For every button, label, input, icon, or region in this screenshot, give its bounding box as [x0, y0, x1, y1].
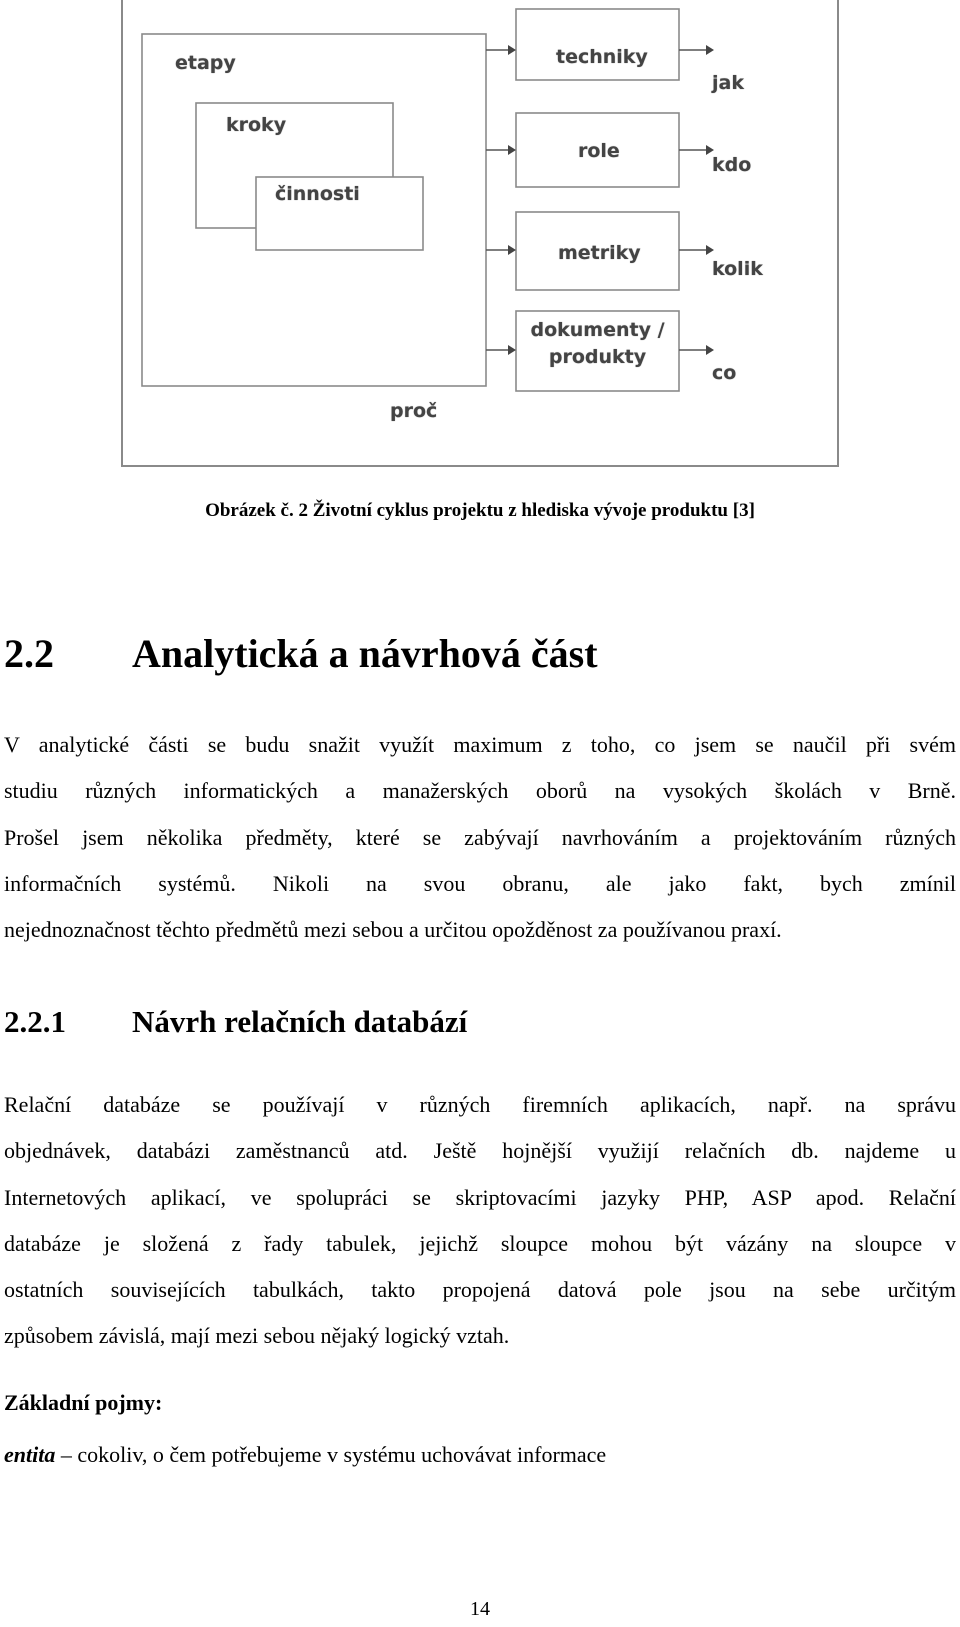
- label-cinnosti: činnosti: [275, 183, 360, 205]
- label-dokumenty: dokumenty /: [530, 319, 665, 341]
- entity-term: entita: [4, 1442, 56, 1467]
- section-title: Analytická a návrhová část: [132, 631, 598, 676]
- label-produkty: produkty: [548, 346, 647, 368]
- subsection-paragraph: [4, 1082, 956, 1360]
- label-jak: jak: [712, 72, 744, 94]
- label-proc: proč: [390, 400, 438, 422]
- paragraph-line: objednávek, databázi zaměstnanců atd. Ještě hojnější využijí relačních db. najdeme u: [4, 1138, 956, 1164]
- label-co: co: [712, 362, 737, 384]
- basic-terms-heading: Základní pojmy:: [4, 1390, 163, 1415]
- paragraph-line: informačních systémů. Nikoli na svou obranu, ale jako fakt, bych zmínil: [4, 870, 956, 896]
- entity-definition-text: – cokoliv, o čem potřebujeme v systému uchovávat informace: [55, 1442, 607, 1467]
- subsection-number: 2.2.1: [4, 1004, 66, 1039]
- paragraph-line: studiu různých informatických a manažerských oborů na vysokých školách v Brně.: [4, 778, 956, 804]
- label-role: role: [578, 140, 620, 162]
- paragraph-line: nejednoznačnost těchto předmětů mezi sebou a určitou opožděnost za používanou praxí.: [4, 917, 782, 943]
- paragraph-line: databáze je složená z řady tabulek, jejichž sloupce mohou být vázány na sloupce v: [4, 1230, 956, 1256]
- lifecycle-diagram: [0, 0, 960, 480]
- label-metriky: metriky: [558, 242, 641, 264]
- label-kroky: kroky: [226, 114, 287, 136]
- paragraph-line: Prošel jsem několika předměty, které se zabývají navrhováním a projektováním různých: [4, 824, 956, 850]
- paragraph-line: V analytické části se budu snažit využít maximum z toho, co jsem se naučil při svém: [4, 732, 956, 757]
- label-kolik: kolik: [712, 258, 763, 280]
- paragraph-line: Relační databáze se používají v různých firemních aplikacích, např. na správu: [4, 1092, 956, 1117]
- section-paragraph: [4, 722, 956, 953]
- label-techniky: techniky: [556, 46, 648, 68]
- subsection-heading: [4, 1004, 467, 1040]
- section-number: 2.2: [4, 631, 54, 676]
- figure-caption: Obrázek č. 2 Životní cyklus projektu z hlediska vývoje produktu [3]: [205, 500, 755, 521]
- entity-definition: [4, 1442, 606, 1468]
- page-number: 14: [470, 1598, 490, 1620]
- paragraph-line: ostatních souvisejících tabulkách, takto propojená datová pole jsou na sebe určitým: [4, 1277, 956, 1303]
- paragraph-line: způsobem závislá, mají mezi sebou nějaký logický vztah.: [4, 1323, 510, 1349]
- label-etapy: etapy: [175, 52, 236, 74]
- subsection-title: Návrh relačních databází: [132, 1004, 468, 1039]
- diagram-lines: [0, 0, 960, 480]
- section-heading: [4, 630, 598, 677]
- label-kdo: kdo: [712, 154, 752, 176]
- box-techniky: [516, 9, 679, 80]
- paragraph-line: Internetových aplikací, ve spolupráci se skriptovacími jazyky PHP, ASP apod. Relační: [4, 1184, 956, 1210]
